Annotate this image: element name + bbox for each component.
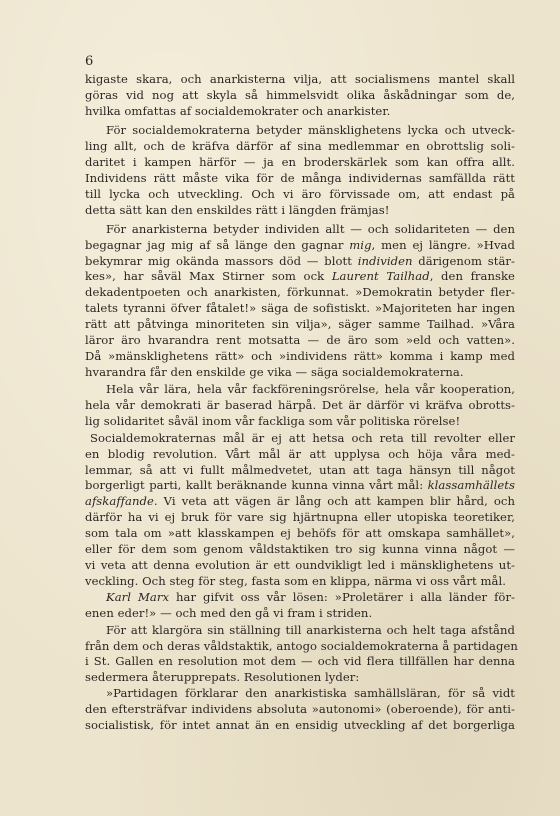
text-run: därigenom stär-: [412, 253, 515, 268]
text-run: kes», har såväl Max Stirner som ock: [85, 269, 332, 284]
text-line: [85, 606, 515, 622]
text-line: [85, 187, 515, 203]
text-run: den eftersträfvar individens absoluta »autonomi» (oberoende), för anti-: [85, 702, 515, 717]
italic-text: individen: [357, 253, 413, 268]
text-run: För socialdemokraterna betyder mänsklighetens lycka och utveck-: [106, 123, 515, 138]
text-run: dekadentpoeten och anarkisten, förkunnat. »Demokratin betyder fler-: [85, 285, 515, 300]
text-line: [85, 104, 515, 120]
italic-text: klassamhällets: [427, 478, 515, 493]
text-line: [85, 623, 515, 639]
text-run: veckling. Och steg för steg, fasta som en klippa, närma vi oss vårt mål.: [85, 573, 506, 588]
text-run: som tala om »att klasskampen ej behöfs för att omskapa samhället»,: [85, 526, 515, 541]
text-line: [85, 654, 515, 670]
text-run: göras vid nog att skyla så himmelsvidt olika åskådningar som de,: [85, 87, 515, 102]
text-run: För att klargöra sin ställning till anarkisterna och helt taga afstånd: [106, 622, 515, 637]
text-run: lig solidaritet såväl inom vår fackliga som vår politiska rörelse!: [85, 413, 461, 428]
text-run: Individens rätt måste vika för de många individernas samfällda rätt: [85, 170, 515, 185]
text-line: [85, 203, 515, 219]
text-run: läror äro hvarandra rent motsatta — de äro som »eld och vatten».: [85, 333, 515, 348]
text-run: Hela vår lära, hela vår fackföreningsrörelse, hela vår kooperation,: [106, 381, 515, 396]
text-line: [85, 686, 515, 702]
text-line: [85, 463, 515, 479]
text-line: [85, 317, 515, 333]
text-line: [85, 238, 515, 254]
text-line: [85, 542, 515, 558]
text-line: [85, 123, 515, 139]
text-run: från dem och deras våldstaktik, antogo socialdemokraterna å partidagen: [85, 638, 518, 653]
italic-text: Laurent Tailhad: [331, 269, 430, 284]
text-run: hela vår demokrati är baserad härpå. Det är därför vi kräfva obrotts-: [85, 397, 515, 412]
text-run: Socialdemokraternas mål är ej att hetsa och reta till revolter eller: [90, 430, 515, 445]
text-run: i St. Gallen en resolution mot dem — och vid flera tillfällen har denna: [85, 654, 515, 669]
text-run: lemmar, så att vi fullt målmedvetet, utan att taga hänsyn till något: [85, 462, 515, 477]
text-line: [85, 558, 515, 574]
page-number: 6: [85, 54, 94, 69]
text-line: [85, 574, 515, 590]
text-line: [85, 155, 515, 171]
text-run: »Partidagen förklarar den anarkistiska samhällsläran, för så vidt: [106, 686, 515, 701]
text-line: [85, 254, 515, 270]
text-run: borgerligt parti, kallt beräknande kunna vinna vårt mål:: [85, 478, 428, 493]
text-line: [85, 301, 515, 317]
text-run: hvarandra får den enskilde ge vika — säga socialdemokraterna.: [85, 364, 464, 379]
text-line: [85, 139, 515, 155]
text-line: [85, 88, 515, 104]
text-line: [85, 72, 515, 88]
text-run: , men ej längre. »Hvad: [371, 237, 515, 252]
text-run: bekymrar mig okända massors död — blott: [85, 253, 358, 268]
text-line: [85, 478, 515, 494]
italic-text: Karl Marx: [106, 589, 170, 604]
text-run: Då »mänsklighetens rätt» och »individens rätt» komma i kamp med: [85, 348, 515, 363]
text-line: [85, 269, 515, 285]
text-run: sedermera återupprepats. Resolutionen lyder:: [85, 670, 360, 685]
text-line: [85, 447, 515, 463]
text-run: För anarkisterna betyder individen allt — och solidariteten — den: [106, 221, 515, 236]
italic-text: mig: [349, 237, 372, 252]
italic-text: afskaffande: [85, 494, 154, 509]
text-line: [85, 718, 515, 734]
text-line: [85, 526, 515, 542]
text-run: socialistisk, för intet annat än en ensidig utveckling af det borgerliga: [85, 717, 515, 732]
text-line: [85, 398, 515, 414]
text-run: kigaste skara, och anarkisterna vilja, att socialismens mantel skall: [85, 72, 515, 86]
text-line: [85, 590, 515, 606]
text-line: [85, 349, 515, 365]
text-run: till lycka och utveckling. Och vi äro förvissade om, att endast på: [85, 186, 515, 201]
text-run: daritet i kampen härför — ja en broderskärlek som kan offra allt.: [85, 154, 515, 169]
text-line: [85, 494, 515, 510]
text-line: [85, 333, 515, 349]
text-line: [85, 222, 515, 238]
text-run: hvilka omfattas af socialdemokrater och anarkister.: [85, 103, 391, 118]
text-line: [85, 171, 515, 187]
text-line: [85, 365, 515, 381]
text-line: [85, 510, 515, 526]
text-line: [85, 431, 515, 447]
text-run: begagnar jag mig af så länge den gagnar: [85, 237, 350, 252]
text-line: [85, 382, 515, 398]
text-run: talets tyranni öfver fåtalet!» säga de sofistiskt. »Majoriteten har ingen: [85, 301, 515, 316]
text-run: rätt att påtvinga minoriteten sin vilja», säger samme Tailhad. »Våra: [85, 317, 515, 332]
text-run: , den franske: [429, 269, 515, 284]
text-run: enen eder!» — och med den gå vi fram i striden.: [85, 605, 373, 620]
body-text: [85, 72, 518, 734]
text-line: [85, 285, 515, 301]
text-run: en blodig revolution. Vårt mål är att upplysa och höja våra med-: [85, 446, 515, 461]
text-line: [85, 670, 515, 686]
text-run: eller för dem som genom våldstaktiken tro sig kunna vinna något —: [85, 541, 515, 556]
text-run: vi veta att denna evolution är ett oundvikligt led i mänsklighetens ut-: [85, 557, 515, 572]
text-run: . Vi veta att vägen är lång och att kampen blir hård, och: [153, 494, 515, 509]
text-run: har gifvit oss vår lösen: »Proletärer i alla länder för-: [169, 589, 516, 604]
text-line: [85, 638, 518, 655]
text-run: därför ha vi ej bruk för vare sig hjärtnupna eller utopiska teoretiker,: [85, 510, 515, 525]
text-line: [85, 414, 515, 430]
text-run: ling allt, och de kräfva därför af sina medlemmar en obrottslig soli-: [85, 138, 515, 153]
text-line: [85, 702, 515, 718]
text-run: detta sätt kan den enskildes rätt i längden främjas!: [85, 202, 390, 217]
